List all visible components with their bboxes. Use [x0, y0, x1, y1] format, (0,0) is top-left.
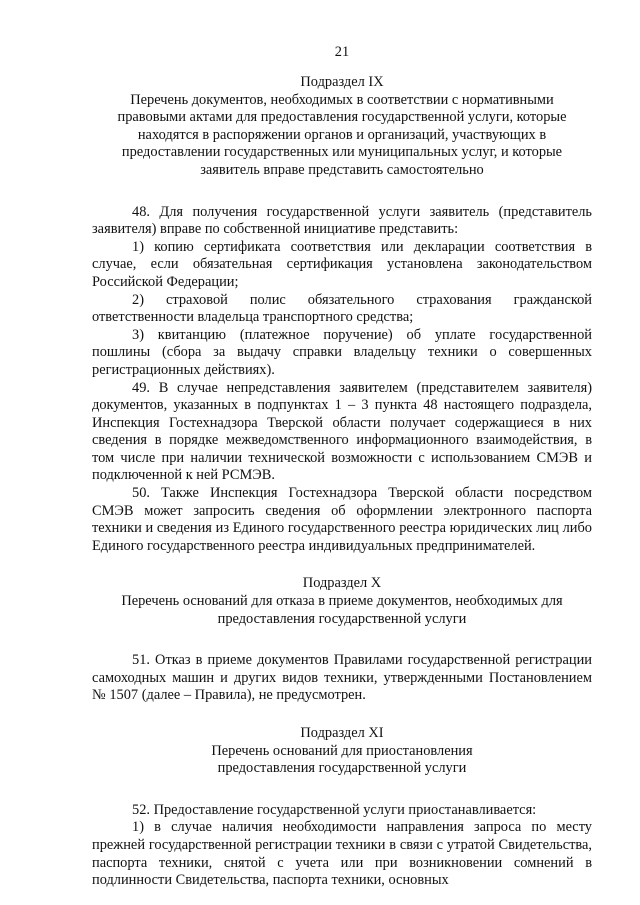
- heading-line: Перечень документов, необходимых в соответствии с нормативными: [130, 91, 554, 108]
- heading-line: заявитель вправе представить самостоятельно: [200, 161, 484, 178]
- section-heading: [92, 74, 592, 180]
- paragraph-51: 51. Отказ в приеме документов Правилами государственной регистрации самоходных машин и других видов техники, утвержденными Постановлением № 1507 (далее – Правила), не предусмотрен.: [92, 652, 592, 704]
- heading-line: Подраздел XI: [300, 725, 384, 741]
- section-body: [92, 802, 592, 890]
- section-body: [92, 652, 592, 705]
- section-x: [92, 575, 592, 705]
- heading-line: находятся в распоряжении органов и организаций, участвующих в: [137, 126, 547, 143]
- paragraph-48-3: 3) квитанцию (платежное поручение) об уплате государственной пошлины (сбора за выдачу справки владельцу техники о совершенных регистрационных действиях).: [92, 326, 592, 378]
- heading-line: Подраздел X: [302, 575, 382, 592]
- section-xi: [92, 725, 592, 890]
- paragraph-52: 52. Предоставление государственной услуги приостанавливается:: [132, 801, 537, 818]
- section-heading: [92, 725, 592, 778]
- paragraph-48-2: 2) страховой полис обязательного страхования гражданской ответственности владельца транспортного средства;: [92, 291, 592, 326]
- paragraph-49: 49. В случае непредставления заявителем (представителем заявителя) документов, указанных в подпунктах 1 – 3 пункта 48 настоящего подраздела, Инспекция Гостехнадзора Тверской области получает содержащиеся в них сведения в порядке межведомственного информационного взаимодействия, в том числе при наличии технической возможности с использованием СМЭВ и подключенной к ней РСМЭВ.: [92, 379, 592, 484]
- page-number: 21: [334, 44, 350, 60]
- heading-line: предоставлении государственных или муниципальных услуг, и которые: [121, 144, 563, 161]
- heading-line: Перечень оснований для приостановления: [211, 742, 473, 759]
- paragraph-50: 50. Также Инспекция Гостехнадзора Тверской области посредством СМЭВ может запросить сведения об оформлении электронного паспорта техники и сведения из Единого государственного реестра юридических лиц либо Единого государственного реестра индивидуальных предпринимателей.: [92, 485, 592, 554]
- heading-line: правовыми актами для предоставления государственной услуги, которые: [117, 109, 567, 126]
- section-ix: [92, 74, 592, 555]
- heading-line: предоставления государственной услуги: [217, 610, 467, 627]
- paragraph-52-1: 1) в случае наличия необходимости направления запроса по месту прежней государственной регистрации техники в связи с утратой Свидетельства, паспорта техники, снятой с учета или при возникновении сомнений в подлинности Свидетельства, паспорта техники, основных: [92, 819, 592, 889]
- heading-line: предоставления государственной услуги: [217, 760, 467, 777]
- section-body: [92, 204, 592, 556]
- paragraph-48-1: 1) копию сертификата соответствия или декларации соответствия в случае, если обязательная сертификация установлена законодательством Российской Федерации;: [92, 238, 592, 290]
- section-heading: [92, 575, 592, 628]
- paragraph-48: 48. Для получения государственной услуги заявитель (представитель заявителя) вправе по собственной инициативе представить:: [92, 203, 592, 238]
- heading-line: Перечень оснований для отказа в приеме документов, необходимых для: [121, 593, 563, 610]
- heading-line: Подраздел IX: [300, 74, 384, 90]
